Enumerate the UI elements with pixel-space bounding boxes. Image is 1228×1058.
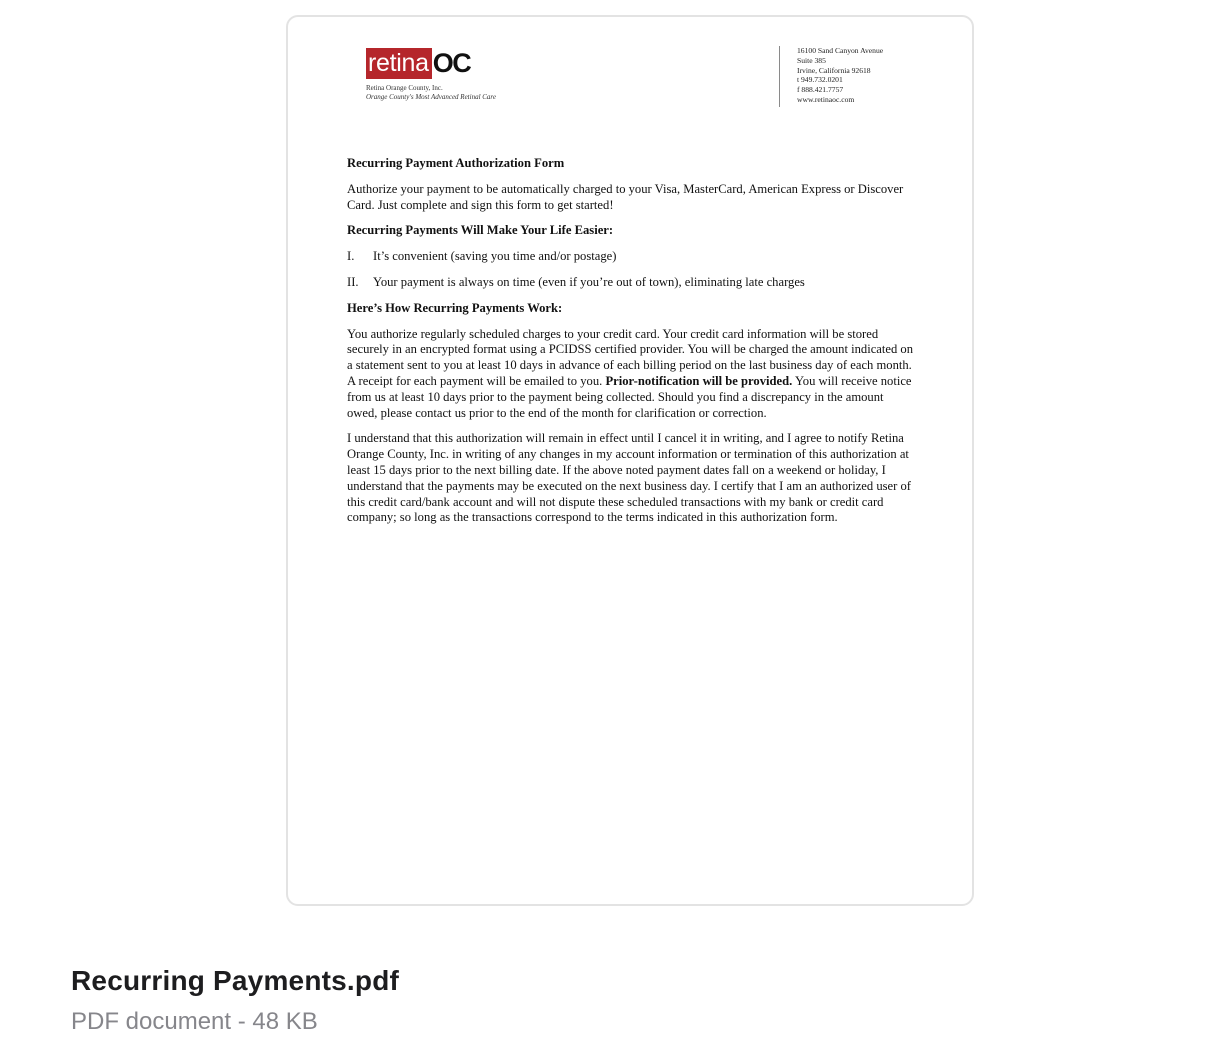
how-it-works-paragraph bbox=[347, 327, 915, 422]
pdf-page bbox=[288, 17, 972, 904]
list-item-text: It’s convenient (saving you time and/or postage) bbox=[373, 249, 617, 264]
list-item bbox=[347, 275, 915, 291]
intro-paragraph: Authorize your payment to be automatically charged to your Visa, MasterCard, American Express or Discover Card. Just complete and sign this form to get started! bbox=[347, 181, 904, 212]
logo-company-name: Retina Orange County, Inc. bbox=[366, 84, 443, 92]
document-title: Recurring Payment Authorization Form bbox=[347, 156, 565, 170]
terms-paragraph: I understand that this authorization will remain in effect until I cancel it in writing, and I agree to notify Retina Orange County, Inc. in writing of any changes in my account information or termination of this authorization at least 15 days prior to the next billing date. If the above noted payment dates fall on a weekend or holiday, I understand that the payments may be executed on the next business day. I certify that I am an authorized user of this credit card/bank account and will not dispute these scheduled transactions with my bank or credit card company; so long as the transactions correspond to the terms indicated in this authorization form. bbox=[347, 431, 911, 525]
address-phone: t 949.732.0201 bbox=[797, 75, 843, 85]
document-body bbox=[347, 156, 915, 536]
address-fax: f 888.421.7757 bbox=[797, 85, 844, 95]
address-website: www.retinaoc.com bbox=[797, 94, 855, 104]
how-it-works-text-2: You will receive notice from us at least 10 days prior to the payment being collected. Should you find a discrepancy in the amount owed, please contact us prior to the end of the month for clarification or correction. bbox=[347, 373, 912, 420]
file-name: Recurring Payments.pdf bbox=[71, 965, 400, 996]
header-divider bbox=[779, 46, 780, 107]
logo-wordmark bbox=[366, 47, 496, 79]
letterhead-address bbox=[797, 46, 883, 105]
address-street: 16100 Sand Canyon Avenue bbox=[797, 46, 884, 55]
list-item bbox=[347, 249, 915, 265]
pdf-preview[interactable] bbox=[286, 15, 974, 906]
list-item-number: I. bbox=[347, 249, 355, 264]
logo-brand-suffix: OC bbox=[432, 48, 471, 78]
list-item-number: II. bbox=[347, 274, 359, 289]
file-meta: PDF document - 48 KB bbox=[71, 1008, 318, 1035]
logo-tagline: Orange County's Most Advanced Retinal Care bbox=[366, 93, 497, 101]
logo-brand-main: retina bbox=[366, 48, 432, 79]
benefits-heading: Recurring Payments Will Make Your Life Easier: bbox=[347, 223, 614, 238]
address-suite: Suite 385 bbox=[797, 55, 826, 65]
address-city: Irvine, California 92618 bbox=[797, 65, 871, 75]
company-logo bbox=[366, 47, 496, 102]
list-item-text: Your payment is always on time (even if you’re out of town), eliminating late charges bbox=[373, 274, 805, 289]
how-it-works-text-1: You authorize regularly scheduled charges to your credit card. Your credit card information will be stored securely in an encrypted format using a PCIDSS certified provider. You will be charged the amount indicated on a statement sent to you at least 10 days in advance of each billing period on the last business day of each month. A receipt for each payment will be emailed to you. bbox=[347, 326, 914, 388]
prior-notification-text: Prior-notification will be provided. bbox=[605, 373, 793, 388]
how-it-works-heading: Here’s How Recurring Payments Work: bbox=[347, 300, 563, 315]
